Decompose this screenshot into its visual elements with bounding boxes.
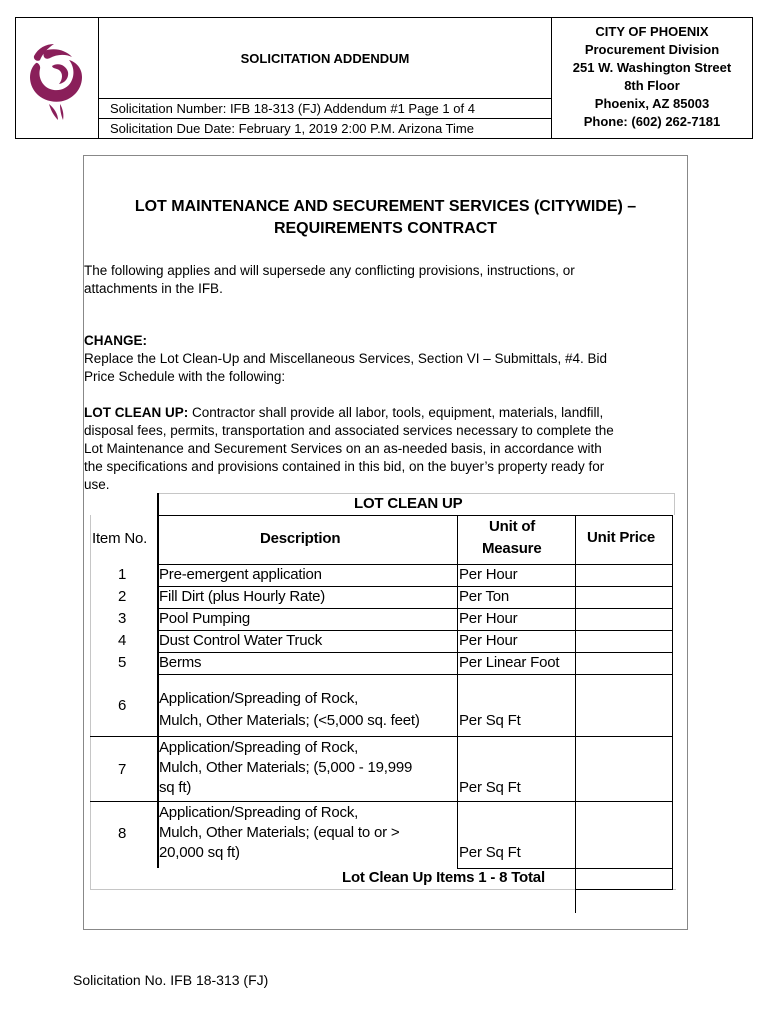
floor: 8th Floor [624, 78, 680, 93]
item-no-2: 2 [118, 588, 127, 605]
total-input[interactable] [576, 869, 672, 889]
description-7-line-3: sq ft) [159, 779, 192, 796]
description-7-line-2: Mulch, Other Materials; (5,000 - 19,999 [159, 759, 413, 776]
header-unit-price: Unit Price [587, 529, 656, 546]
solicitation-number-line: Solicitation Number: IFB 18-313 (FJ) Addendum #1 Page 1 of 4 [99, 98, 551, 117]
header-item-no: Item No. [92, 530, 148, 547]
unit-price-input-3[interactable] [576, 609, 672, 630]
phoenix-bird-logo-icon [16, 18, 98, 138]
clean-line-2: disposal fees, permits, transportation and associated services necessary to complete the [84, 423, 614, 438]
clean-line-3: Lot Maintenance and Securement Services on an as-needed basis, in accordance with [84, 441, 602, 456]
total-label: Lot Clean Up Items 1 - 8 Total [342, 869, 545, 886]
header-unit-of: Unit of [489, 518, 536, 535]
clean-line-4: the specifications and provisions contained in this bid, on the buyer’s property ready for [84, 459, 605, 474]
due-date-line: Solicitation Due Date: February 1, 2019 2:00 P.M. Arizona Time [99, 118, 551, 137]
unit-8: Per Sq Ft [459, 844, 521, 861]
description-7-line-1: Application/Spreading of Rock, [159, 739, 359, 756]
unit-2: Per Ton [459, 588, 510, 605]
item-no-4: 4 [118, 632, 127, 649]
phone: Phone: (602) 262-7181 [583, 114, 721, 129]
item-no-5: 5 [118, 654, 127, 671]
header-middle-cell [99, 18, 551, 138]
intro-line-2: attachments in the IFB. [84, 281, 223, 296]
unit-4: Per Hour [459, 632, 518, 649]
unit-price-input-1[interactable] [576, 565, 672, 586]
unit-price-input-6[interactable] [576, 675, 672, 736]
item-no-3: 3 [118, 610, 127, 627]
change-line-2: Price Schedule with the following: [84, 369, 286, 384]
footer-text: Solicitation No. IFB 18-313 (FJ) [73, 972, 269, 988]
change-line-1: Replace the Lot Clean-Up and Miscellaneous Services, Section VI – Submittals, #4. Bid [84, 351, 608, 366]
description-4: Dust Control Water Truck [159, 632, 323, 649]
bid-price-table [84, 493, 687, 891]
clean-line-5: use. [84, 477, 110, 492]
description-5: Berms [159, 654, 202, 671]
item-no-7: 7 [118, 761, 127, 778]
header-table [15, 17, 753, 139]
change-label: CHANGE: [84, 333, 147, 348]
clean-line-1-text: Contractor shall provide all labor, tools, equipment, materials, landfill, [188, 405, 604, 420]
logo-cell [16, 18, 99, 138]
document-title-line-2: REQUIREMENTS CONTRACT [273, 220, 498, 237]
item-no-8: 8 [118, 825, 127, 842]
description-2: Fill Dirt (plus Hourly Rate) [159, 588, 326, 605]
item-no-6: 6 [118, 697, 127, 714]
unit-price-input-4[interactable] [576, 631, 672, 652]
lot-clean-up-paragraph [84, 404, 687, 494]
item-no-1: 1 [118, 566, 127, 583]
content-box [83, 155, 688, 930]
unit-6: Per Sq Ft [459, 712, 521, 729]
addendum-title: SOLICITATION ADDENDUM [240, 50, 410, 66]
clean-line-1 [84, 404, 687, 422]
description-8-line-3: 20,000 sq ft) [159, 844, 240, 861]
unit-7: Per Sq Ft [459, 779, 521, 796]
intro-line-1: The following applies and will supersede any conflicting provisions, instructions, or [84, 263, 575, 278]
description-3: Pool Pumping [159, 610, 250, 627]
description-6-line-1: Application/Spreading of Rock, [159, 690, 359, 707]
document-title [84, 196, 687, 240]
header-measure: Measure [482, 540, 542, 557]
unit-price-input-2[interactable] [576, 587, 672, 608]
city-name: CITY OF PHOENIX [595, 24, 709, 39]
division-name: Procurement Division [584, 42, 720, 57]
unit-5: Per Linear Foot [459, 654, 560, 671]
description-8-line-1: Application/Spreading of Rock, [159, 804, 359, 821]
unit-1: Per Hour [459, 566, 518, 583]
street-address: 251 W. Washington Street [572, 60, 732, 75]
unit-price-input-5[interactable] [576, 653, 672, 674]
city-address-block [551, 18, 752, 138]
document-title-line-1: LOT MAINTENANCE AND SECUREMENT SERVICES (CITYWIDE) – [134, 198, 637, 215]
lot-clean-up-label: LOT CLEAN UP: [84, 405, 189, 420]
description-8-line-2: Mulch, Other Materials; (equal to or > [159, 824, 400, 841]
description-1: Pre-emergent application [159, 566, 322, 583]
change-paragraph [84, 350, 687, 386]
table-section-title: LOT CLEAN UP [354, 495, 463, 512]
city-state-zip: Phoenix, AZ 85003 [594, 96, 710, 111]
header-description: Description [260, 530, 341, 547]
unit-price-input-8[interactable] [576, 802, 672, 868]
unit-price-input-7[interactable] [576, 737, 672, 801]
unit-3: Per Hour [459, 610, 518, 627]
intro-paragraph [84, 262, 687, 298]
description-6-line-2: Mulch, Other Materials; (<5,000 sq. feet) [159, 712, 420, 729]
